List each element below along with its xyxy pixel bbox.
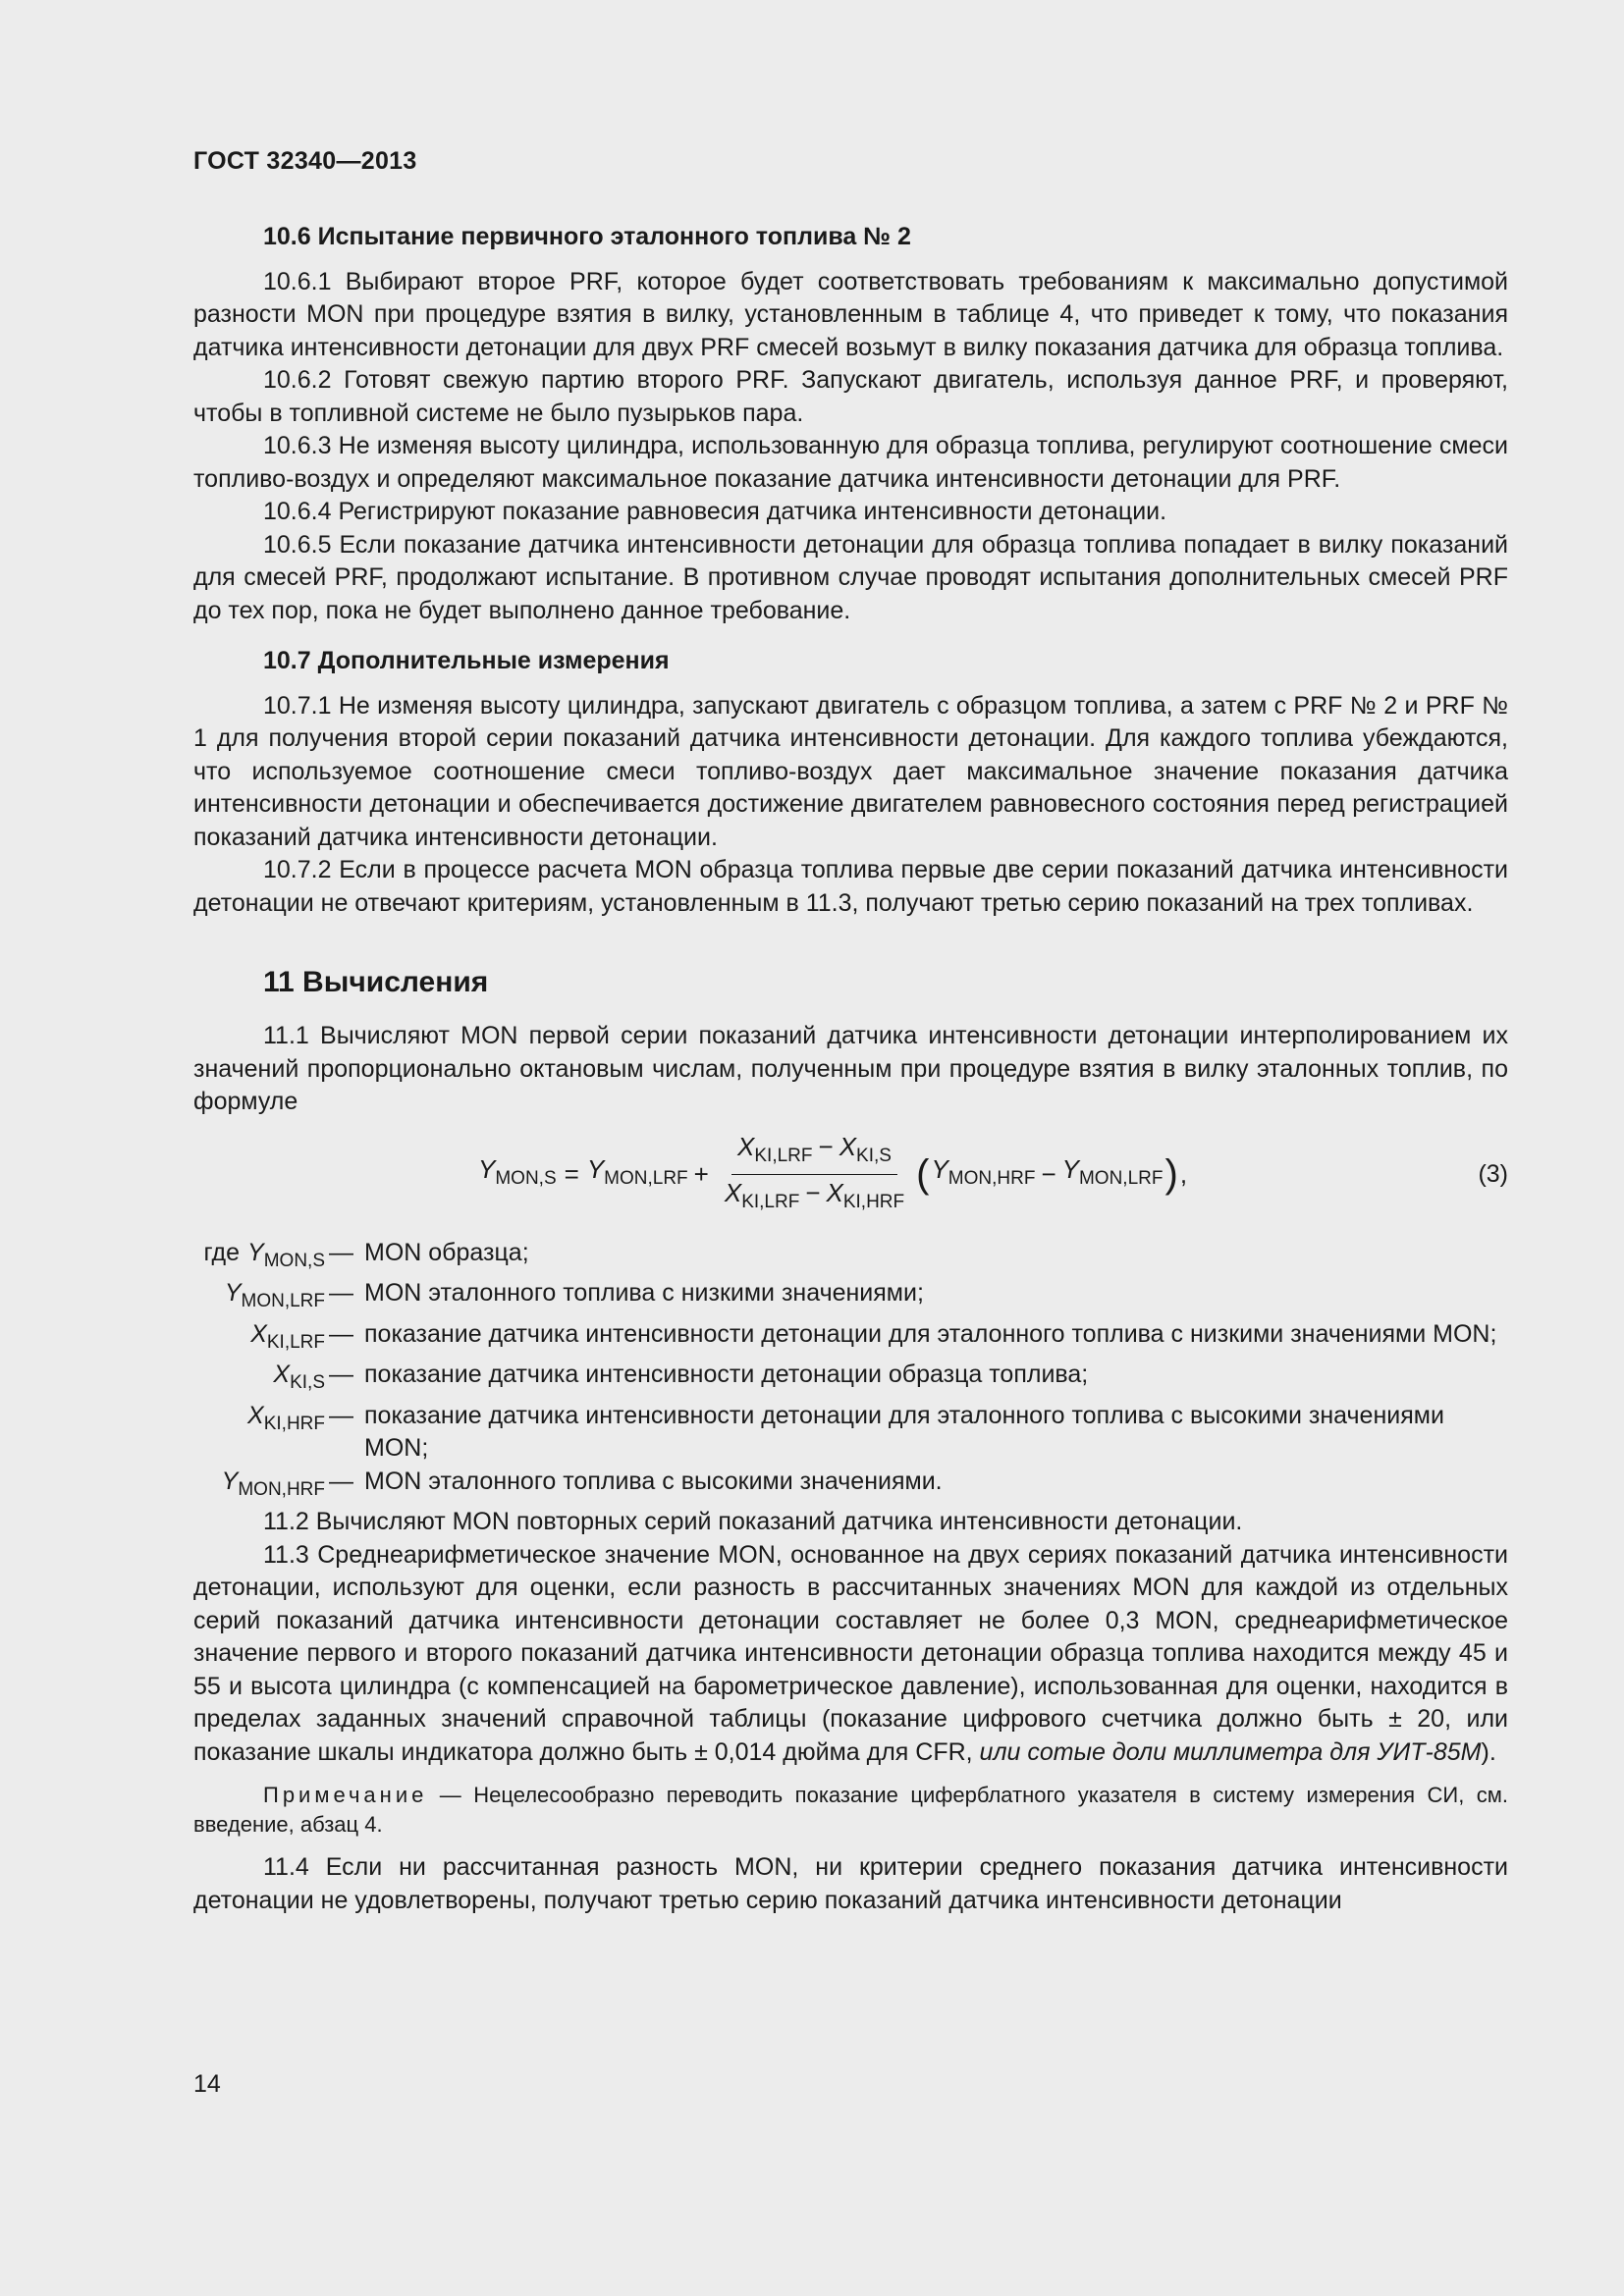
where-symbol: $Y_{MON,LRF}$ [224,1279,325,1311]
where-symbol: $X_{KI,S}$ [273,1361,325,1393]
formula-term1: $Y_{MON,LRF}$ [586,1154,688,1190]
paragraph-10-6-2: 10.6.2 Готовят свежую партию второго PRF. Запускают двигатель, используя данное PRF, и проверяют, чтобы в топливной системе не было пузырьков пара. [193,366,1508,427]
where-symbol: где $Y_{MON,S}$ [203,1238,325,1271]
where-description: — показание датчика интенсивности детонации для эталонного топлива с высокими значениями MON; [329,1401,1444,1462]
formula-comma: , [1179,1158,1188,1189]
formula-right-paren: ) [1164,1151,1178,1196]
formula-body [478,1131,1187,1219]
formula-3 [193,1131,1508,1219]
paragraph-10-6-4: 10.6.4 Регистрируют показание равновесия датчика интенсивности детонации. [263,498,1167,525]
formula-paren-a: $Y_{MON,HRF}$ [931,1154,1036,1190]
where-description: — MON эталонного топлива с высокими значениями. [329,1467,943,1495]
page-content [193,221,1508,1917]
formula-left-paren: ( [916,1151,930,1196]
paragraph-10-6-1: 10.6.1 Выбирают второе PRF, которое будет соответствовать требованиям к максимально допустимой разности MON при процедуре взятия в вилку, установленным в таблице 4, что приведет к тому, что показания датчика интенсивности детонации для двух PRF смесей возьмут в вилку показания датчика для образца топлива. [193,267,1508,361]
where-description: — MON эталонного топлива с низкими значениями; [329,1279,924,1307]
note-text: — Нецелесообразно переводить показание циферблатного указателя в систему измерения СИ, см. введение, абзац 4. [193,1783,1508,1837]
note-label: Примечание [263,1783,428,1807]
fraction-denominator: $X_{KI,LRF} - X_{KI,HRF}$ [724,1178,905,1212]
formula-lhs: $Y_{MON,S}$ [478,1154,557,1190]
fraction-numerator: $X_{KI,LRF} - X_{KI,S}$ [731,1131,897,1175]
note [193,1781,1508,1840]
where-symbol: $X_{KI,LRF}$ [250,1319,325,1353]
formula-eq: = [564,1158,579,1189]
where-symbol: $X_{KI,HRF}$ [247,1401,325,1434]
paragraph-10-7-1: 10.7.1 Не изменяя высоту цилиндра, запускают двигатель с образцом топлива, а затем с PRF № 2 и PRF № 1 для получения второй серии показаний датчика интенсивности детонации. Для каждого топлива убеждаются, что используемое соотношение смеси топливо-воздух дает максимальное значение показания датчика интенсивности детонации и обеспечивается достижение двигателем равновесного состояния перед регистрацией показаний датчика интенсивности детонации. [193,691,1508,851]
where-description: — показание датчика интенсивности детонации для эталонного топлива с низкими значениями MON; [329,1319,1497,1348]
paragraph-10-7-2: 10.7.2 Если в процессе расчета MON образца топлива первые две серии показаний датчика интенсивности детонации не отвечают критериям, установленным в 11.3, получают третью серию показаний на трех топливах. [193,856,1508,917]
where-symbol: $Y_{MON,HRF}$ [221,1467,325,1500]
paragraph-11-2: 11.2 Вычисляют MON повторных серий показаний датчика интенсивности детонации. [263,1508,1243,1535]
heading-10-7: 10.7 Дополнительные измерения [263,647,670,674]
heading-11: 11 Вычисления [263,966,489,998]
formula-plus: + [693,1158,709,1189]
where-list [193,1237,1508,1507]
page-number: 14 [193,2070,221,2098]
paragraph-11-1: 11.1 Вычисляют MON первой серии показаний датчика интенсивности детонации интерполированием их значений пропорционально октановым числам, полученным при процедуре взятия в вилку эталонных топлив, по формуле [193,1022,1508,1115]
document-header: ГОСТ 32340—2013 [193,147,417,175]
paragraph-11-4: 11.4 Если ни рассчитанная разность MON, ни критерии среднего показания датчика интенсивности детонации не удовлетворены, получают третью серию показаний датчика интенсивности детонации [193,1853,1508,1914]
paragraph-10-6-3: 10.6.3 Не изменяя высоту цилиндра, использованную для образца топлива, регулируют соотношение смеси топливо-воздух и определяют максимальное показание датчика интенсивности детонации для PRF. [193,432,1508,493]
where-description: — MON образца; [329,1238,529,1266]
equation-number: (3) [1478,1159,1508,1188]
formula-paren-b: $Y_{MON,LRF}$ [1061,1154,1164,1190]
paragraph-11-3: 11.3 Среднеарифметическое значение MON, основанное на двух сериях показаний датчика интенсивности детонации, используют для оценки, если разность в рассчитанных значениях MON для каждой из отдельных серий показаний датчика интенсивности детонации составляет не более 0,3 MON, среднеарифметическое значение первого и второго показаний датчика интенсивности детонации образца топлива находится между 45 и 55 и высота цилиндра (с компенсацией на барометрическое давление), использованная для оценки, находится в пределах заданных значений справочной таблицы (показание цифрового счетчика должно быть ± 20, или показание шкалы индикатора должно быть ± 0,014 дюйма для CFR, или сотые доли миллиметра для УИТ-85М). [193,1540,1508,1766]
heading-10-6: 10.6 Испытание первичного эталонного топлива № 2 [263,223,911,250]
formula-fraction [719,1131,910,1218]
paragraph-10-6-5: 10.6.5 Если показание датчика интенсивности детонации для образца топлива попадает в вилку показаний для смесей PRF, продолжают испытание. В противном случае проводят испытания дополнительных смесей PRF до тех пор, пока не будет выполнено данное требование. [193,530,1508,624]
where-description: — показание датчика интенсивности детонации образца топлива; [329,1361,1089,1388]
formula-minus: − [1041,1158,1056,1189]
